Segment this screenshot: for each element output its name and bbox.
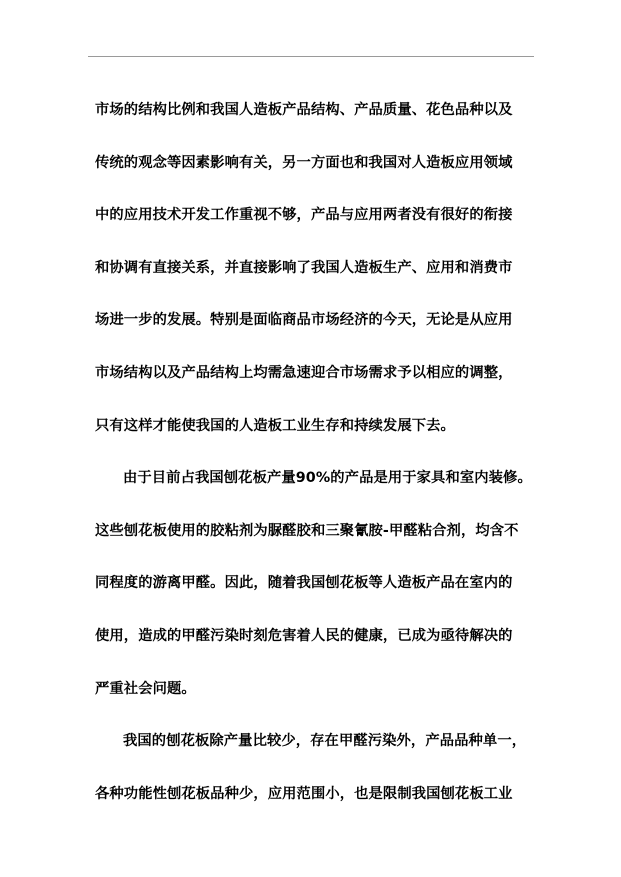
text-line: 传统的观念等因素影响有关，另一方面也和我国对人造板应用领域 <box>95 154 513 171</box>
document-body <box>95 100 535 836</box>
text-line: 这些刨花板使用的胶粘剂为脲醛胶和三聚氰胺-甲醛粘合剂，均含不 <box>95 522 519 539</box>
text-line: 严重社会问题。 <box>95 680 196 697</box>
text-line: 市场的结构比例和我国人造板产品结构、产品质量、花色品种以及 <box>95 102 513 118</box>
paragraph-start-line: 由于目前占我国刨花板产量90%的产品是用于家具和室内装修。 <box>123 470 532 487</box>
text-line: 中的应用技术开发工作重视不够，产品与应用两者没有很好的衔接 <box>95 207 513 224</box>
paragraph-start-line: 我国的刨花板除产量比较少，存在甲醛污染外，产品品种单一， <box>123 733 527 750</box>
text-line: 同程度的游离甲醛。因此，随着我国刨花板等人造板产品在室内的 <box>95 575 513 592</box>
text-line: 使用，造成的甲醛污染时刻危害着人民的健康，已成为亟待解决的 <box>95 627 513 644</box>
text-line: 只有这样才能使我国的人造板工业生存和持续发展下去。 <box>95 417 455 434</box>
text-line: 场进一步的发展。特别是面临商品市场经济的今天，无论是从应用 <box>95 312 513 329</box>
text-line: 和协调有直接关系，并直接影响了我国人造板生产、应用和消费市 <box>95 259 513 276</box>
text-line: 市场结构以及产品结构上均需急速迎合市场需求予以相应的调整， <box>95 364 513 381</box>
text-line: 各种功能性刨花板品种少，应用范围小，也是限制我国刨花板工业 <box>95 785 513 802</box>
header-rule <box>88 56 534 57</box>
